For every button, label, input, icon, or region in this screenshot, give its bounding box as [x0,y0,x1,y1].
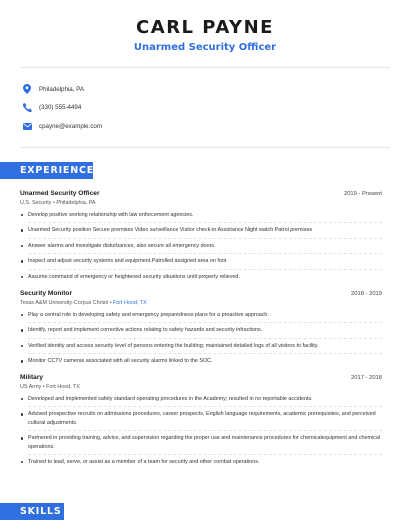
bullet-item: Partnered in providing training, advice, and supervision regarding the proper use and maintenance procedures for chemicalequipment and chemical operations. [20,434,382,451]
section-experience-heading: EXPERIENCE [0,162,93,179]
bullet-divider [28,253,382,254]
job-entry [20,374,382,466]
candidate-title: Unarmed Security Officer [133,42,277,53]
bullet-divider [28,269,382,270]
phone-icon [21,101,33,113]
contact-location [21,83,84,95]
email-text: cpayne@example.com [39,122,103,130]
job-location: Philadelphia, PA [56,200,96,206]
bullet-divider [28,353,382,354]
bullet-item: Verified identity and access security level of persons entering the building; maintained detailed logs of all visitors to facility. [20,342,382,350]
bullet-item: Developed and implemented safety standard operating procedures in the Academy; resulted in no reportable accidents. [20,395,382,403]
job-location: Fort Hood, TX [112,300,147,306]
bullet-divider [28,406,382,407]
job-location: Fort Hood, TX [46,384,80,390]
bullet-item: Advised prospective recruits on admissions procedures, career prospects, English language requirements, academic prerequisites, and perceived cultural adjustments. [20,410,382,427]
job-entry [20,190,382,281]
contact-phone [21,101,81,113]
job-title: Security Monitor [20,290,73,297]
bullet-item: Assume command of emergency or heightened security situations until properly relieved. [20,273,382,281]
resume-header [0,17,410,53]
header-divider [20,67,390,68]
bullet-item: Identify, report and implement corrective actions relating to safety hazards and security infractions. [20,326,382,334]
map-pin-icon [21,83,33,95]
bullet-item: Trained to lead, serve, or assist as a member of a team for security and other combat operations. [20,458,382,466]
bullet-divider [28,238,382,239]
contact-email [21,120,102,132]
job-bullets [20,311,382,366]
bullet-divider [28,338,382,339]
bullet-divider [28,322,382,323]
envelope-icon [21,120,33,132]
job-bullets [20,211,382,281]
job-company: US Army [20,384,42,390]
job-company: U.S. Security [20,200,52,206]
job-bullets [20,395,382,466]
job-dates: 2018 - 2019 [351,291,382,297]
bullet-divider [28,454,382,455]
candidate-name: CARL PAYNE [136,17,274,38]
job-title: Military [20,374,44,381]
bullet-divider [28,222,382,223]
job-meta: US Army • Fort Hood, TX [20,384,80,390]
job-title: Unarmed Security Officer [20,190,100,197]
bullet-item: Develop positive working relationship with law enforcement agencies. [20,211,382,219]
bullet-item: Unarmed Security position Secure premises Video surveillance Visitor check-in Assistance Night watch Patrol premises [20,226,382,234]
job-dates: 2017 - 2018 [351,375,382,381]
bullet-divider [28,430,382,431]
job-entry [20,290,382,366]
bullet-item: Inspect and adjust security systems and equipment.Patrolled assigned area on foot [20,257,382,265]
contact-divider [20,147,390,148]
job-dates: 2019 - Present [343,191,382,197]
job-meta: U.S. Security • Philadelphia, PA [20,200,96,206]
location-text: Philadelphia, PA [39,85,84,93]
job-company: Texas A&M University-Corpus Christi [20,300,109,306]
job-meta: Texas A&M University-Corpus Christi • Fort Hood, TX [20,300,147,306]
bullet-item: Play a central role in developing safety and emergency preparedness plans for a proactive approach. [20,311,382,319]
section-skills-heading: SKILLS [0,503,64,520]
bullet-item: Answer alarms and investigate disturbances, also secure all emergency doors. [20,242,382,250]
bullet-item: Monitor CCTV cameras associated with all security alarms linked to the SOC. [20,357,382,365]
phone-text: (330) 555-4494 [39,103,82,111]
